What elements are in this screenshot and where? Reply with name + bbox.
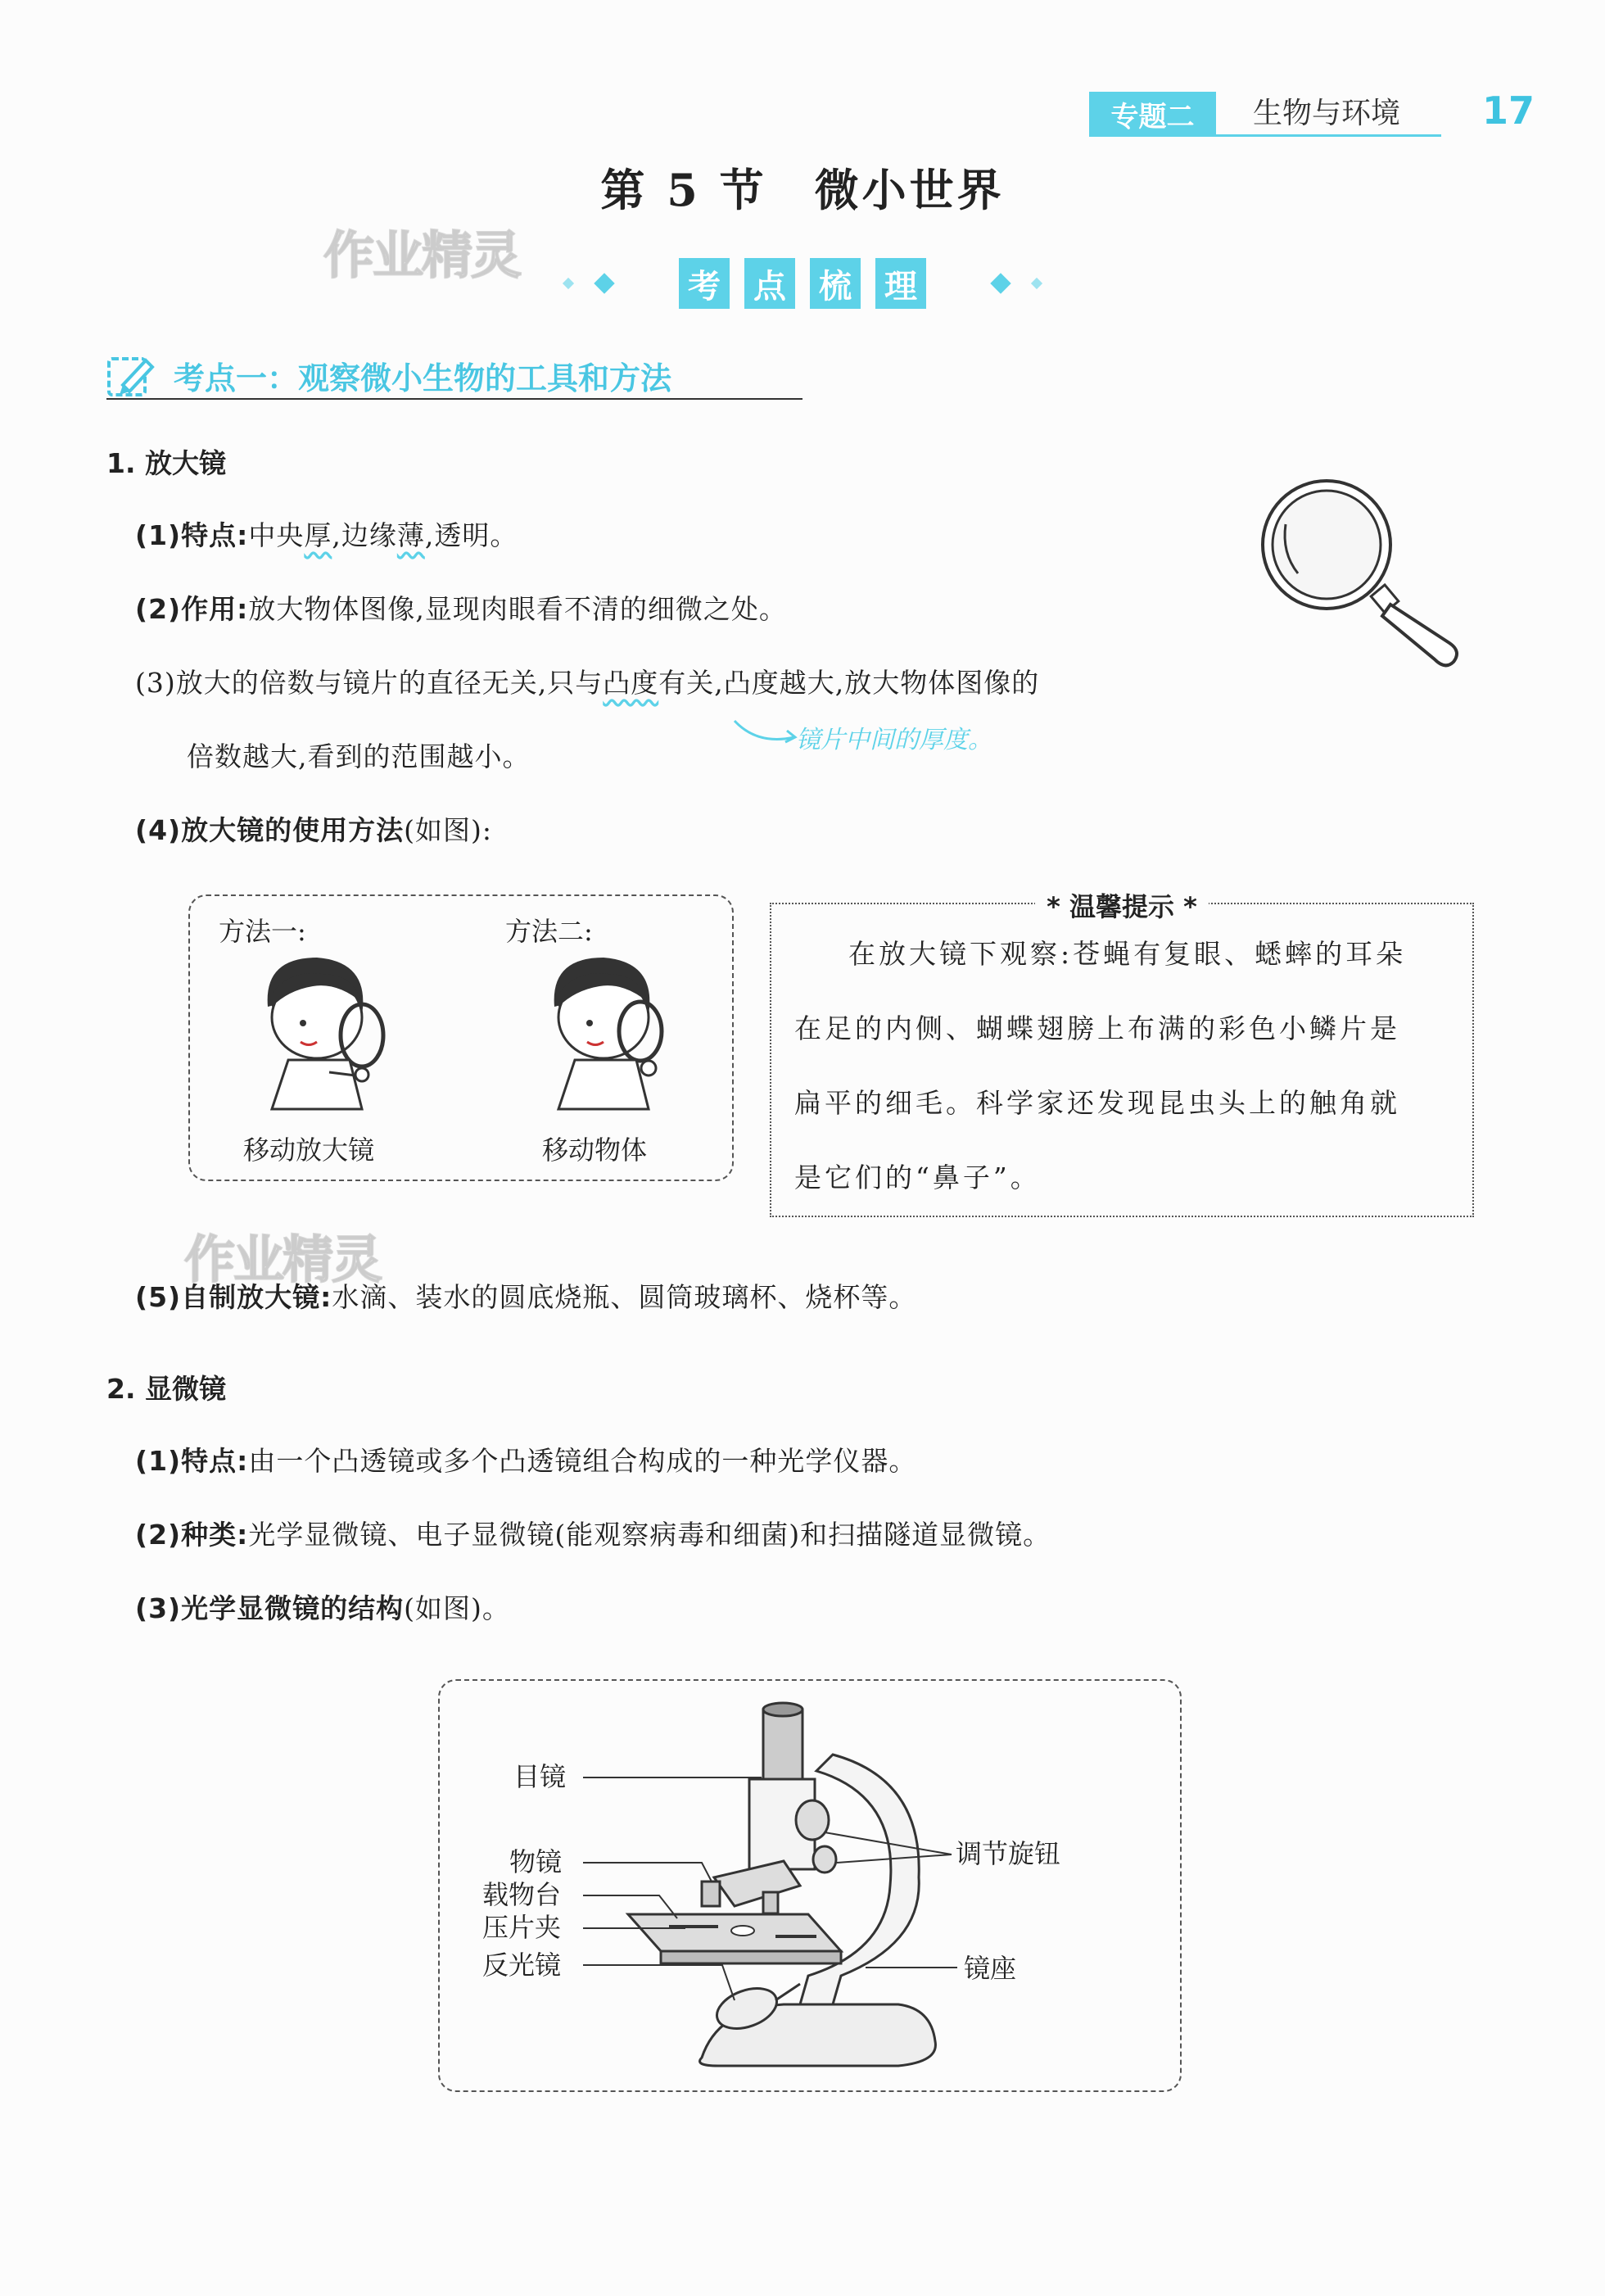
text: 放大物体图像,显现肉眼看不清的细微之处。 [248, 593, 787, 625]
banner-char: 考 [679, 258, 730, 309]
topic-tag: 专题二 [1089, 92, 1216, 136]
label-clip: 压片夹 [482, 1912, 562, 1943]
label-mirror: 反光镜 [482, 1950, 562, 1981]
banner-char: 理 [875, 258, 926, 309]
header-underline [1089, 134, 1441, 137]
usage-methods-box [188, 894, 734, 1181]
text-thick: 厚 [304, 519, 332, 551]
tip-line: 在足的内侧、蝴蝶翅膀上布满的彩色小鳞片是 [794, 1012, 1400, 1044]
tip-box [770, 891, 1474, 1217]
label-knob: 调节旋钮 [956, 1838, 1061, 1869]
text-thin: 薄 [396, 519, 425, 551]
microscope-structure [135, 1587, 510, 1626]
watermark-2: 作业精灵 [184, 1230, 382, 1289]
magnifier-icon [1245, 475, 1474, 672]
magnifier-zoom-line2: 倍数越大,看到的范围越小。 [187, 740, 531, 772]
label: (2)作用: [135, 593, 249, 625]
text: 由一个凸透镜或多个凸透镜组合构成的一种光学仪器。 [248, 1445, 917, 1477]
diamond-icon [990, 273, 1010, 293]
watermark: 作业精灵 [323, 225, 521, 285]
microscope-types [135, 1514, 1051, 1552]
magnifier-usage [135, 809, 492, 848]
text: (3)放大的倍数与镜片的直径无关,只与 [135, 667, 604, 699]
label: (4)放大镜的使用方法 [135, 814, 405, 846]
method1-caption: 移动放大镜 [243, 1134, 375, 1166]
pencil-note-icon [106, 352, 156, 398]
microscope-diagram [438, 1679, 1182, 2092]
text: (如图)。 [404, 1592, 510, 1624]
section-underline [106, 398, 802, 400]
text: 光学显微镜、电子显微镜(能观察病毒和细菌)和扫描隧道显微镜。 [248, 1519, 1051, 1551]
text: ,边缘 [332, 519, 397, 551]
banner-char: 梳 [810, 258, 861, 309]
handwritten-note: 镜片中间的厚度。 [796, 726, 992, 754]
banner-char: 点 [744, 258, 795, 309]
method2-caption: 移动物体 [542, 1134, 648, 1166]
page-title: 第 5 节 微小世界 [600, 164, 1005, 216]
note-arrow-icon [733, 713, 798, 754]
page-number: 17 [1482, 88, 1535, 133]
text: ,透明。 [424, 519, 518, 551]
section-heading [106, 352, 671, 398]
heading-microscope: 2. 显微镜 [106, 1373, 226, 1405]
label-objective: 物镜 [509, 1846, 563, 1877]
tip-line: 扁平的细毛。科学家还发现昆虫头上的触角就 [794, 1087, 1400, 1119]
method1-title: 方法一: [219, 916, 306, 947]
tip-line: 在放大镜下观察:苍蝇有复眼、蟋蟀的耳朵 [848, 938, 1407, 970]
magnifier-zoom-line1 [135, 662, 1039, 700]
method2-title: 方法二: [505, 916, 593, 947]
label-eyepiece: 目镜 [513, 1761, 567, 1792]
diamond-icon [1031, 278, 1042, 289]
label: (5)自制放大镜: [135, 1281, 332, 1313]
label: (2)种类: [135, 1519, 249, 1551]
diamond-icon [563, 278, 574, 289]
boy-moving-object-icon [526, 945, 689, 1117]
label: (3)光学显微镜的结构 [135, 1592, 405, 1624]
diamond-icon [594, 273, 614, 293]
text: 有关,凸度越大,放大物体图像的 [658, 667, 1040, 699]
homemade-magnifier [135, 1276, 916, 1315]
label-stage: 载物台 [482, 1879, 562, 1910]
text-convexity: 凸度 [603, 667, 659, 699]
text: 水滴、装水的圆底烧瓶、圆筒玻璃杯、烧杯等。 [332, 1281, 917, 1313]
tip-line: 是它们的“鼻子”。 [794, 1162, 1041, 1193]
text: 中央 [248, 519, 305, 551]
section-title: 考点一：观察微小生物的工具和方法 [174, 360, 672, 396]
topic-title: 生物与环境 [1253, 97, 1401, 130]
tip-title: * 温馨提示 * [1035, 891, 1209, 922]
magnifier-function [135, 588, 787, 627]
label-base: 镜座 [964, 1953, 1017, 1984]
text: (如图): [404, 814, 493, 846]
label: (1)特点: [135, 519, 249, 551]
heading-magnifier: 1. 放大镜 [106, 447, 226, 479]
label: (1)特点: [135, 1445, 249, 1477]
microscope-feature [135, 1440, 916, 1479]
magnifier-feature [135, 514, 518, 553]
review-banner [0, 258, 1605, 309]
boy-moving-magnifier-icon [239, 945, 403, 1117]
